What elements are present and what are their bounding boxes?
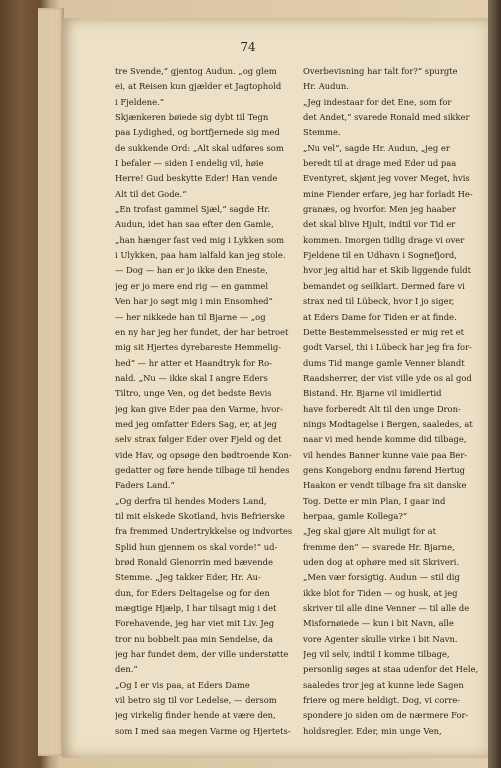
right-column-line: Tog. Dette er min Plan, I gaar ind: [303, 495, 446, 506]
left-column-line: jeg kan give Eder paa den Varme, hvor-: [115, 403, 284, 414]
left-column-line: „han hænger fast ved mig i Lykken som: [115, 234, 285, 245]
right-column-line: strax ned til Lübeck, hvor I jo siger,: [303, 296, 455, 307]
left-column-line: — her nikkede han til Bjarne — „og: [115, 311, 266, 322]
left-column-line: Ven har jo søgt mig i min Ensomhed“: [115, 296, 273, 307]
left-column-line: gedatter og føre hende tilbage til hendes: [115, 464, 290, 475]
left-column-line: Herre! Gud beskytte Eder! Han vende: [115, 173, 278, 184]
right-column-line: holdsregler. Eder, min unge Ven,: [303, 725, 442, 736]
right-column-line: fremme den“ — svarede Hr. Bjarne,: [303, 541, 455, 552]
left-column-line: i Fjeldene.“: [115, 96, 164, 107]
right-column-line: vore Agenter skulle virke i bit Navn.: [303, 633, 458, 644]
right-column-line: bemandet og seilklart. Dermed fare vi: [303, 280, 465, 291]
left-column-line: Faders Land.“: [115, 480, 175, 491]
right-column-line: naar vi med hende komme did tilbage,: [303, 434, 467, 445]
right-column-line: Bistand. Hr. Bjarne vil imidlertid: [303, 388, 442, 399]
left-column-line: paa Lydighed, og bortfjernede sig med: [115, 127, 280, 138]
left-column-line: Audun, idet han saa efter den Gamle,: [115, 219, 274, 230]
right-column-line: det skal blive Hjult, indtil vor Tid er: [303, 219, 456, 230]
right-column-line: nings Modtagelse i Bergen, saaledes, at: [303, 418, 473, 429]
right-column-line: spondere jo siden om de nærmere For-: [303, 710, 469, 721]
right-column-line: personlig søges at staa udenfor det Hele,: [303, 664, 479, 675]
left-column-line: mig sit Hjertes dyrebareste Hemmelig-: [115, 342, 282, 353]
left-column-line: Alt til det Gode.“: [115, 188, 187, 199]
left-column-line: i Ulykken, paa ham ialfald kan jeg stole.: [115, 250, 286, 261]
right-column-line: have forberedt Alt til den unge Dron-: [303, 403, 461, 414]
page-stack-edge: [38, 8, 64, 756]
right-column-line: uden dog at ophøre med sit Skriveri.: [303, 557, 460, 567]
right-column-line: Haakon er vendt tilbage fra sit danske: [303, 480, 467, 491]
right-column-line: at Eders Dame for Tiden er at finde.: [303, 311, 457, 322]
right-column-line: kommen. Imorgen tidlig drage vi over: [303, 234, 465, 245]
right-column-line: Dette Bestemmelsessted er mig ret et: [303, 326, 465, 337]
right-column-line: Overbevisning har talt for?“ spurgte: [303, 66, 458, 76]
right-text-column: [303, 64, 481, 739]
left-column-line: jeg har fundet dem, der ville understøtte: [115, 649, 289, 660]
left-column-line: jeg er jo mere end rig — en gammel: [115, 280, 269, 291]
right-column-line: godt Varsel, thi i Lübeck har jeg fra for-: [303, 342, 472, 353]
left-column-line: Skjænkeren bøiede sig dybt til Tegn: [115, 112, 269, 123]
right-column-line: granæs, og hvorfor. Men jeg haaber: [303, 204, 456, 215]
left-column-line: Forehavende, jeg har viet mit Liv. Jeg: [115, 618, 275, 629]
left-column-line: „Og derfra til hendes Moders Land,: [115, 495, 267, 506]
right-column-line: beredt til at drage med Eder ud paa: [303, 158, 457, 169]
right-column-line: det Andet,“ svarede Ronald med sikker: [303, 112, 470, 123]
left-column-line: ei, at Reisen kun gjælder et Jagtophold: [115, 81, 282, 92]
left-column-line: „Og I er vis paa, at Eders Dame: [115, 679, 250, 690]
right-column-line: Hr. Audun.: [303, 81, 349, 92]
left-column-line: vide Hav, og opsøge den bødtroende Kon-: [115, 449, 292, 460]
right-column-line: „Jeg skal gjøre Alt muligt for at: [303, 526, 437, 537]
right-column-line: Jeg vil selv, indtil I komme tilbage,: [303, 649, 450, 660]
left-column-line: nald. „Nu — ikke skal I angre Eders: [115, 372, 268, 383]
left-column-line: en ny har jeg her fundet, der har betroet: [115, 326, 289, 337]
left-column-line: som I med saa megen Varme og Hjertets-: [115, 725, 291, 736]
left-column-line: mægtige Hjælp, I har tilsagt mig i det: [115, 603, 277, 614]
left-column-line: Stemme. „Jeg takker Eder, Hr. Au-: [115, 572, 261, 583]
left-column-line: brød Ronald Glenorrin med bævende: [115, 557, 273, 567]
left-column-line: hed“ — hr atter et Haandtryk for Ro-: [115, 357, 272, 368]
left-column-line: tre Svende,“ gjentog Audun. „og glem: [115, 66, 277, 76]
left-column-line: I befaler — siden I endelig vil, høie: [115, 158, 264, 169]
left-column-line: — Dog — han er jo ikke den Eneste,: [115, 265, 268, 276]
right-column-line: „Men vær forsigtig. Audun — stil dig: [303, 572, 460, 583]
right-column-line: Stemme.: [303, 127, 341, 138]
right-column-line: herpaa, gamle Kollega?“: [303, 510, 408, 521]
left-column-line: de sukkende Ord: „Alt skal udføres som: [115, 142, 284, 153]
right-column-line: vil hendes Banner kunne vaie paa Ber-: [303, 449, 468, 460]
right-column-line: saaledes tror jeg at kunne lede Sagen: [303, 679, 464, 690]
right-column-line: hvor jeg altid har et Skib liggende fuldt: [303, 265, 472, 276]
left-column-line: til mit elskede Skotland, hvis Befrierske: [115, 510, 285, 521]
right-column-line: Raadsherrer, der vist ville yde os al god: [303, 372, 472, 383]
right-column-line: mine Fiender erfare, jeg har forladt He-: [303, 188, 473, 199]
left-column-line: Splid hun gjennem os skal vorde!“ ud-: [115, 541, 278, 552]
right-column-line: ikke blot for Tiden — og husk, at jeg: [303, 587, 458, 598]
right-shadow: [488, 0, 501, 768]
right-column-line: gens Kongeborg endnu førend Hertug: [303, 464, 465, 475]
left-column-line: „En trofast gammel Sjæl,“ sagde Hr.: [115, 204, 271, 215]
left-column-line: den.“: [115, 664, 138, 675]
right-column-line: dums Tid mange gamle Venner blandt: [303, 357, 465, 368]
left-text-column: [115, 64, 293, 739]
left-column-line: Tiltro, unge Ven, og det bedste Bevis: [115, 388, 272, 399]
left-column-line: med jeg omfatter Eders Sag, er, at jeg: [115, 418, 278, 429]
left-column-line: selv strax følger Eder over Fjeld og det: [115, 434, 282, 445]
right-column-line: skriver til alle dine Venner — til alle de: [303, 603, 470, 614]
left-column-line: vil betro sig til vor Ledelse, — dersom: [115, 695, 277, 706]
left-column-line: tror nu bobbelt paa min Sendelse, da: [115, 633, 274, 644]
page-number: 74: [240, 40, 256, 54]
right-column-line: „Nu vel“, sagde Hr. Audun, „jeg er: [303, 142, 450, 153]
left-column-line: dun, for Eders Deltagelse og for den: [115, 587, 270, 598]
right-column-line: „Jeg indestaar for det Ene, som for: [303, 96, 452, 107]
right-column-line: Misfornøiede — kun i bit Navn, alle: [303, 618, 454, 629]
right-column-line: Fjeldene til en Udhavn i Sognefjord,: [303, 250, 457, 261]
left-column-line: jeg virkelig finder hende at være den,: [115, 710, 276, 721]
left-column-line: fra fremmed Undertrykkelse og indvortes: [115, 526, 293, 537]
right-column-line: Eventyret, skjønt jeg vover Meget, hvis: [303, 173, 470, 184]
right-column-line: friere og mere heldigt. Dog, vi corre-: [303, 695, 461, 706]
